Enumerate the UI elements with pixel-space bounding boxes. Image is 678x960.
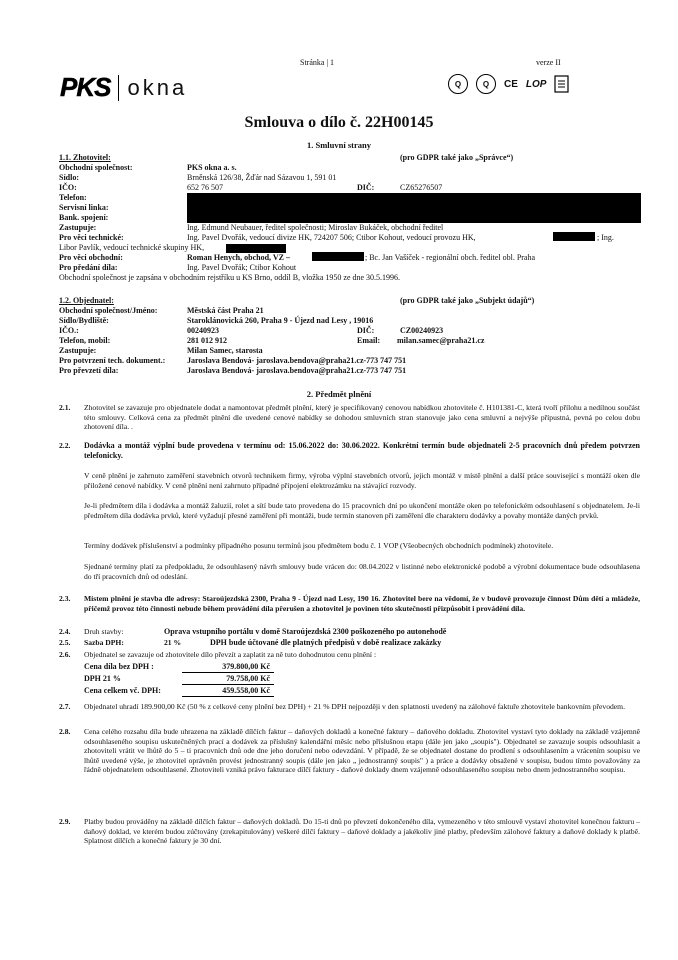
client-techdoc: Jaroslava Bendová- jaroslava.bendova@praha21.cz-773 747 751 [187,356,407,365]
contractor-ico-label: IČO: [59,183,77,192]
contractor-handover: Ing. Pavel Dvořák; Ctibor Kohout [187,263,297,272]
client-dic: CZ00240923 [400,326,444,335]
clause-2-2-conditions: Sjednané termíny platí za předpokladu, že odsouhlasený návrh smlouvy bude vrácen do: 08.04.2022 v listinné nebo elektronické podobě a výrobní dokumentace bude odsouhlasena do tří pracovních dnů od odeslání. [84,562,640,581]
clause-2-2-accessories: Termíny dodávek příslušenství a podmínky případného posunu termínů jsou předmětem bodu č. 1 VOP (Všeobecných obchodních podmínek) zhotovitele. [84,541,554,550]
contractor-heading: 1.1. Zhotovitel: [59,153,111,162]
redaction-block [553,232,595,241]
vat-rate: 21 % [164,638,182,647]
contractor-technical-line2: Libor Pavlík, vedoucí technické skupiny HK, [59,243,205,252]
ce-mark: CE [504,78,518,90]
contractor-seat: Brněnská 126/38, Žďár nad Sázavou 1, 591 01 [187,173,337,182]
client-techdoc-label: Pro potvrzení tech. dokument.: [59,356,166,365]
contractor-service-label: Servisní linka: [59,203,109,212]
client-ico-label: IČO.: [59,326,79,335]
redaction-block [312,252,364,261]
contractor-handover-label: Pro předání díla: [59,263,118,272]
contractor-business-cont: ; Bc. Jan Vašíček - regionální obch. ředitel obl. Praha [365,253,536,262]
contractor-technical: Ing. Pavel Dvořák, vedoucí divize HK, 724207 506; Ctibor Kohout, vedoucí provozu HK, [187,233,476,242]
clause-2-6-text: Objednatel se zavazuje od zhotovitele dílo převzít a zaplatit za ně tuto dohodnutou cenu plnění : [84,650,377,659]
clause-2-2-scope: V ceně plnění je zahrnuto zaměření stavebních otvorů technikem firmy, výroba výplní stavebních otvorů, jejich montáž v místě plnění a další práce související s montáží oken dle přiložené cenové nabídky. V ceně plnění není zahrnuto případné připojení elektrozámku na stávající rozvody. [84,471,640,490]
clause-2-7-text: Objednatel uhradí 189.900,00 Kč (50 % z celkové ceny plnění bez DPH) + 21 % DPH nejpozději v den splatnosti uvedený na zálohové faktuře zhotovitele bankovním převodem. [84,702,625,711]
client-email: milan.samec@praha21.cz [397,336,485,345]
client-name-label: Obchodní společnost/Jméno: [59,306,158,315]
vat-amount: 79.758,00 Kč [226,674,270,683]
client-heading: 1.2. Objednatel: [59,296,114,305]
lop-mark: LOP [525,78,547,90]
price-underline [182,696,274,697]
contractor-technical-label: Pro věci technické: [59,233,124,242]
clause-2-9-text: Platby budou prováděny na základě dílčích faktur – daňových dokladů. Do 15-ti dnů po převzetí dokončeného díla, vymezeného v této smlouvě vystaví zhotovitel konečnou fakturu – daňový doklad, ve kterém budou zúčtovány (zrekapitulovány) veškeré dílčí faktury – daňové doklady a jakékoliv jiné platby, především zálohové faktury a daňové doklady k platbě. Splatnost dílčích a konečné faktury je 30 dní. [84,817,640,846]
price-underline [182,684,274,685]
page-number: Stránka | 1 [300,58,335,67]
client-acceptance: Jaroslava Bendová- jaroslava.bendova@praha21.cz-773 747 751 [187,366,407,375]
clause-number: 2.4. [59,627,71,636]
contractor-representative: Ing. Edmund Neubauer, ředitel společnosti; Miroslav Bukáček, obchodní ředitel [187,223,444,232]
clause-number: 2.3. [59,594,71,603]
contractor-seat-label: Sídlo: [59,173,80,182]
client-email-label: Email: [357,336,381,345]
client-ico: 00240923 [187,326,219,335]
contractor-company-label: Obchodní společnost: [59,163,133,172]
section-parties-heading: 1. Smluvní strany [307,140,371,150]
price-total: 459.558,00 Kč [222,686,270,695]
clause-2-2-blinds: Je-li předmětem díla i dodávka a montáž žaluzií, rolet a sítí bude tato provedena do 15 pracovních dní po ukončení montáže oken po telefonickém odsouhlasení s objednatelem. Je-li předmětem díla dodávka prvků, které vyžadují přesné zaměření při montáži, bude termín stanoven při zaměření dle charakteru dodávky a povahy montáže daných prvků. [84,501,640,520]
contractor-phone-label: Telefon: [59,193,87,202]
clause-2-8-text: Cena celého rozsahu díla bude uhrazena na základě dílčích faktur – daňových dokladů a konečné faktury – daňového dokladu. Zhotovitel vystaví tyto doklady na základě vzájemně odsouhlaseného soupisu uskutečněných prací a dodávek za příslušný kalendářní měsíc nebo příslušnou etapu (dále jen jako „soupis"). Objednatel se zavazuje soupis odsouhlasit a zhotoviteli vrátit ve lhůtě do 5 – ti pracovních dnů ode dne jeho doručení nebo odevzdání. V případě, že se objednatel dostane do prodlení s odsouhlasením a vrácením soupisu ve lhůtě uvedené výše, je zhotovitel oprávněn provést jednostranný soupis (dále jen jako „ jednostranný soupis" ) a práce a dodávky obsažené v soupisu, budou tímto považovány za řádně objednatelem odsouhlasené. Zhotoviteli vzniká právo fakturace dílčí faktury - daňové doklady dnem vzájemně odsouhlaseného soupisu nebo dnem jednostranného soupisu. [84,727,640,775]
clause-number: 2.6. [59,650,71,659]
clause-2-1-text: Zhotovitel se zavazuje pro objednatele dodat a namontovat předmět plnění, který je specifikovaný cenovou nabídkou zhotovitele č. H101381-C, která tvoří přílohu a nedílnou součást této smlouvy. Celková cena za předmět plnění dle uvedené cenové nabídky se dohodou smluvních stran stanovuje jako cena smluvní a nejvýše přípustná, pevná po celou dobu zhotovení díla. . [84,403,640,432]
client-gdpr-role: (pro GDPR také jako „Subjekt údajů“) [400,296,535,305]
price-excl-vat: 379.800,00 Kč [222,662,270,671]
client-name: Městská část Praha 21 [187,306,264,315]
client-representative-label: Zastupuje: [59,346,97,355]
document-title: Smlouva o dílo č. 22H00145 [244,114,434,131]
clause-2-3-text: Místem plnění je stavba dle adresy: Staroújezdská 2300, Praha 9 - Újezd nad Lesy, 190 16. Zhotovitel bere na vědomí, že v budově provozuje činnost Dům dětí a mládeže, přičemž provoz této činnosti nebude během provádění díla přerušen a zhotovitel je povinen této skutečnosti přizpůsobit i provádění díla. [84,594,640,613]
clause-number: 2.5. [59,638,71,647]
vat-rate-label: Sazba DPH: [84,638,124,647]
contractor-gdpr-role: (pro GDPR také jako „Správce“) [400,153,514,162]
contractor-ico: 652 76 507 [187,183,223,192]
section-subject-heading: 2. Předmět plnění [306,389,372,399]
contractor-technical-cont: ; Ing. [597,233,614,242]
client-dic-label: DIČ: [357,326,375,335]
company-logo [60,72,187,103]
contractor-company: PKS okna a. s. [187,163,237,172]
logo-divider [118,75,119,101]
contractor-dic-label: DIČ: [357,183,375,192]
redaction-block [226,244,286,253]
vat-amount-label: DPH 21 % [84,674,121,683]
clause-2-2-term: Dodávka a montáž výplní bude provedena v termínu od: 15.06.2022 do: 30.06.2022. Konkrétní termín bude objednateli 2-5 pracovních dnů předem potvrzen telefonicky. [84,441,640,460]
contractor-register: Obchodní společnost je zapsána v obchodním rejstříku u KS Brno, oddíl B, vložka 1950 ze dne 30.5.1996. [59,273,401,282]
client-representative: Milan Samec, starosta [187,346,263,355]
document-version: verze II [536,58,561,67]
logo-product: okna [127,74,188,100]
client-acceptance-label: Pro převzetí díla: [59,366,119,375]
client-seat: Staroklánovická 260, Praha 9 - Újezd nad Lesy , 19016 [187,316,374,325]
price-total-label: Cena celkem vč. DPH: [84,686,161,695]
certification-marks [448,74,570,94]
client-seat-label: Sídlo/Bydliště: [59,316,109,325]
vat-note: DPH bude účtované dle platných předpisů v době realizace zakázky [210,638,442,647]
clause-number: 2.9. [59,817,71,826]
price-underline [182,672,274,673]
contractor-business: Roman Henych, obchod, VZ – [187,253,290,262]
clause-number: 2.8. [59,727,71,736]
construction-type-label: Druh stavby: [84,627,124,636]
logo-brand: PKS [60,72,111,102]
redaction-block [187,193,641,223]
clause-number: 2.1. [59,403,71,412]
clause-number: 2.2. [59,441,71,450]
client-phone: 281 012 912 [187,336,227,345]
quality-seal-icon: Q [448,74,468,94]
document-icon [554,75,570,93]
contractor-representative-label: Zastupuje: [59,223,97,232]
construction-type: Oprava vstupního portálu v domě Staroújezdská 2300 poškozeného po autonehodě [164,627,447,636]
contractor-dic: CZ65276507 [400,183,443,192]
contractor-business-label: Pro věci obchodní: [59,253,123,262]
price-excl-vat-label: Cena díla bez DPH : [84,662,154,671]
contractor-bank-label: Bank. spojení: [59,213,109,222]
client-phone-label: Telefon, mobil: [59,336,111,345]
clause-number: 2.7. [59,702,71,711]
quality-seal-icon: Q [476,74,496,94]
